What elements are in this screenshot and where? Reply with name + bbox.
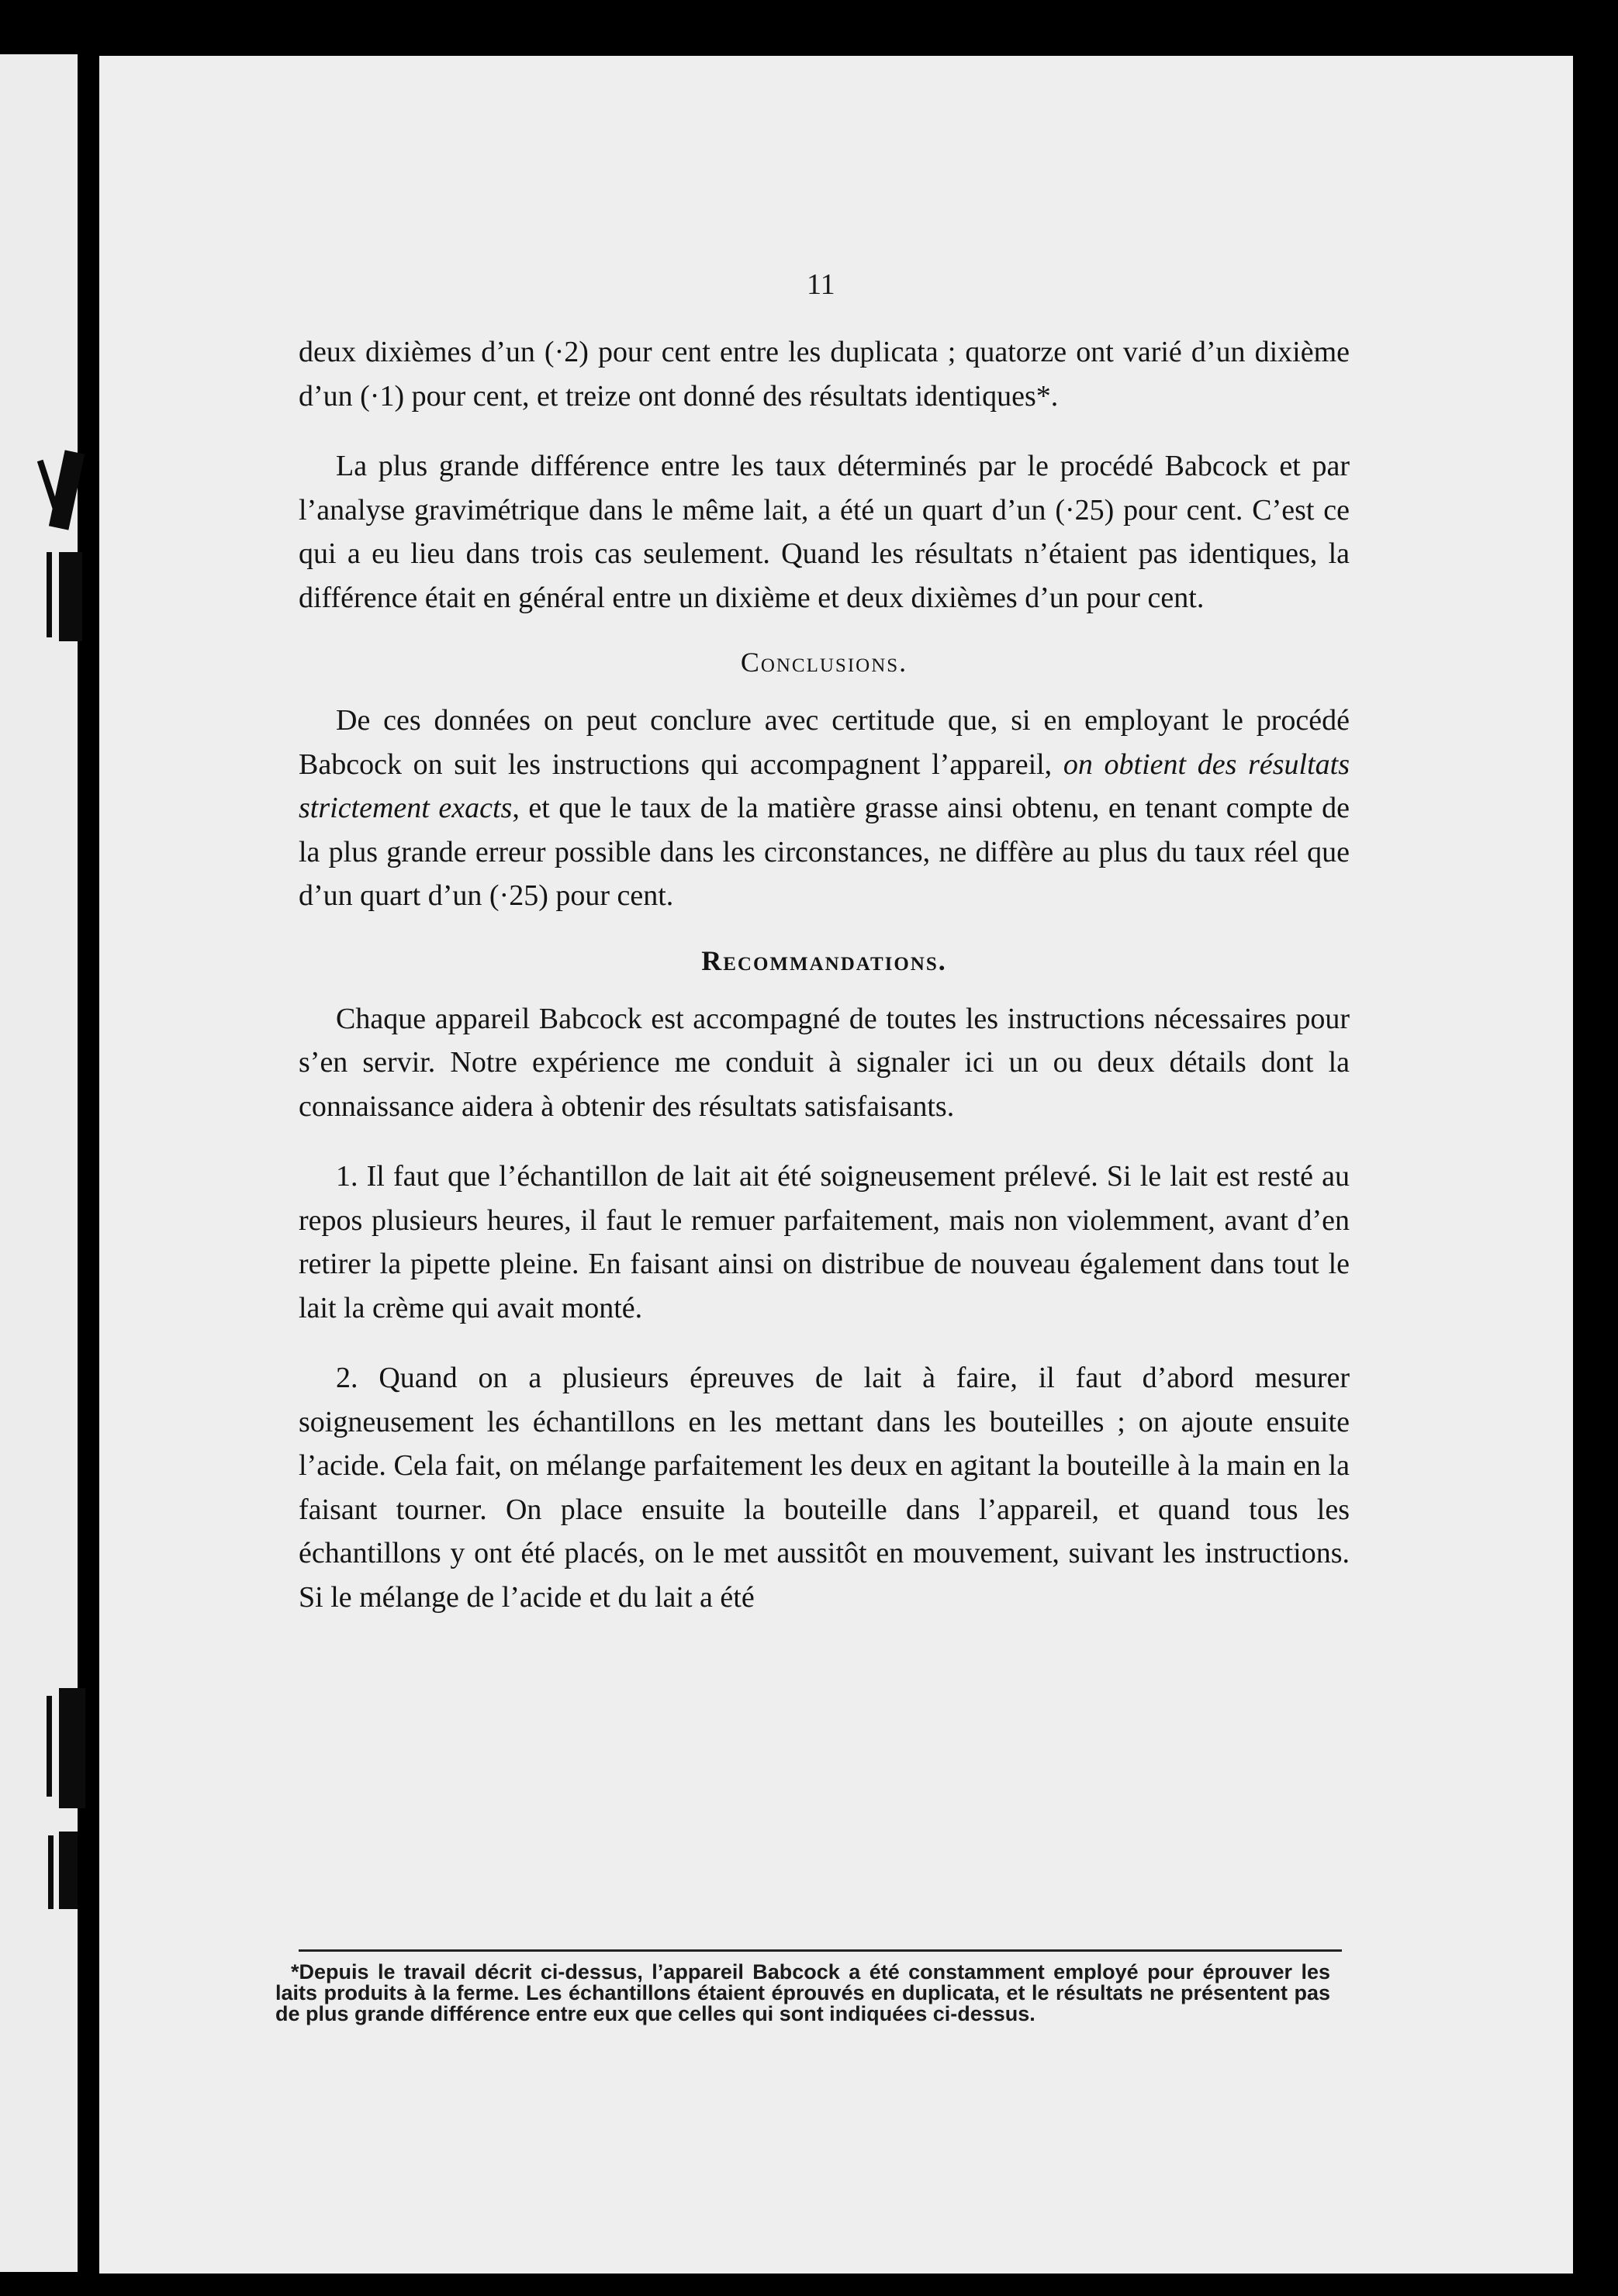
paragraph: Chaque appareil Babcock est accompagné de toutes les instructions nécessaires pour s’en servir. Notre expérience me conduit à signaler ici un ou deux détails dont la connaissance aidera à obtenir des résultats satisfaisants. <box>299 1002 1350 1123</box>
scan-mark <box>59 1832 78 1909</box>
binding-gutter <box>78 0 99 2296</box>
scan-mark <box>59 552 82 641</box>
scan-mark <box>47 1696 52 1797</box>
footnote: *Depuis le travail décrit ci-dessus, l’appareil Babcock a été constamment employé pour éprouver les laits produits à la ferme. Les échantillons étaient éprouvés en duplicata, et le résultats ne présentent pas de plus grande différence entre eux que celles qui sont indiquées ci-dessus. <box>275 1960 1330 2025</box>
facing-page-edge <box>0 54 78 2272</box>
page-number: 11 <box>807 268 835 301</box>
emphasis: on obtient des résultats strictement exacts <box>299 747 1350 824</box>
paragraph: De ces données on peut conclure avec certitude que, si en employant le procédé Babcock on suit les instructions qui accompagnent l’appareil, on obtient des résultats strictement exacts, et que le taux de la matière grasse ainsi obtenu, en tenant compte de la plus grande erreur possible dans les circonstances, ne diffère au plus du taux réel que d’un quart d’un (·25) pour cent. <box>299 704 1350 912</box>
paragraph: 1. Il faut que l’échantillon de lait ait été soigneusement prélevé. Si le lait est resté au repos plusieurs heures, il faut le remuer parfaitement, mais non violemment, avant d’en retirer la pipette pleine. En faisant ainsi on distribue de nouveau également dans tout le lait la crème qui avait monté. <box>299 1160 1350 1324</box>
scan-mark <box>48 1835 54 1909</box>
paragraph: 2. Quand on a plusieurs épreuves de lait à faire, il faut d’abord mesurer soigneusement les échantillons en les mettant dans les bouteilles ; on ajoute ensuite l’acide. Cela fait, on mélange parfaitement les deux en agitant la bouteille à la main en la faisant tourner. On place ensuite la bouteille dans l’appareil, et quand tous les échantillons y ont été placés, on le met aussitôt en mouvement, suivant les instructions. Si le mélange de l’acide et du lait a été <box>299 1362 1350 1614</box>
scan-mark <box>47 552 52 637</box>
scan-mark <box>59 1688 85 1808</box>
section-heading-recommandations: Recommandations. <box>701 944 947 976</box>
paragraph: deux dixièmes d’un (·2) pour cent entre les duplicata ; quatorze ont varié d’un dixième d’un (·1) pour cent, et treize ont donné des résultats identiques*. <box>299 336 1350 413</box>
body-text <box>299 330 1350 1645</box>
paragraph: La plus grande différence entre les taux déterminés par le procédé Babcock et par l’analyse gravimétrique dans le même lait, a été un quart d’un (·25) pour cent. C’est ce qui a eu lieu dans trois cas seulement. Quand les résultats n’étaient pas identiques, la différence était en général entre un dixième et deux dixièmes d’un pour cent. <box>299 450 1350 614</box>
footnote-rule <box>299 1949 1342 1952</box>
section-heading-conclusions: Conclusions. <box>740 647 908 678</box>
